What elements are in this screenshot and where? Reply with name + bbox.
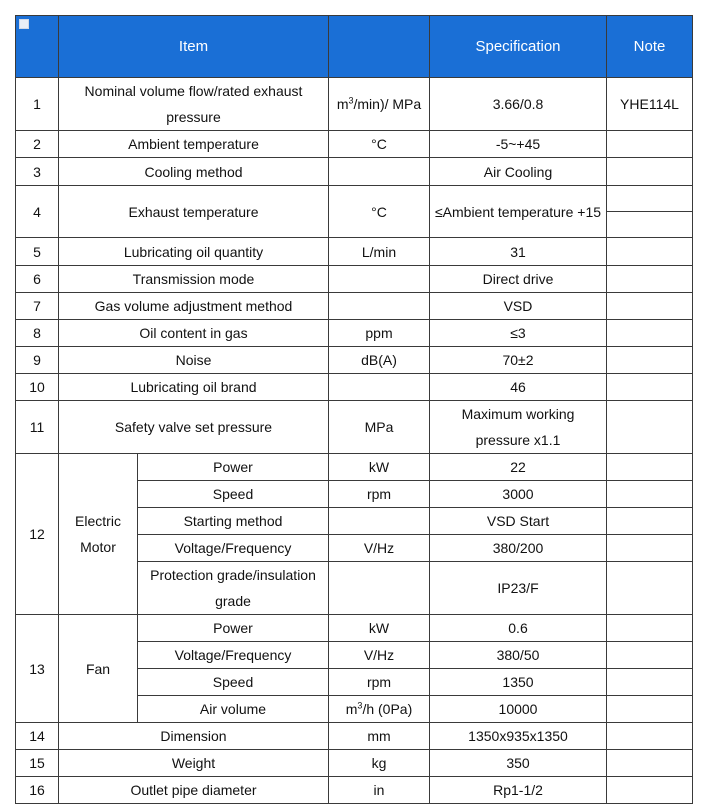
row-number: 14 [16, 723, 59, 750]
note-cell [607, 508, 693, 535]
item-cell: Voltage/Frequency [138, 535, 329, 562]
header-row [16, 16, 693, 78]
note-cell [607, 615, 693, 642]
unit-cell: L/min [329, 238, 430, 266]
header-specification: Specification [430, 16, 607, 78]
note-cell [607, 696, 693, 723]
unit-cell: mm [329, 723, 430, 750]
spec-cell: VSD Start [430, 508, 607, 535]
item-cell: Speed [138, 481, 329, 508]
row-number: 8 [16, 320, 59, 347]
item-cell: Lubricating oil quantity [59, 238, 329, 266]
header-corner [16, 16, 59, 78]
note-cell [607, 238, 693, 266]
item-cell: Air volume [138, 696, 329, 723]
spec-table [15, 15, 693, 804]
spec-cell: 22 [430, 454, 607, 481]
row-number: 6 [16, 266, 59, 293]
item-cell: Transmission mode [59, 266, 329, 293]
unit-rest: /min)/ MPa [353, 96, 422, 112]
item-cell: Ambient temperature [59, 131, 329, 158]
spec-cell: 46 [430, 374, 607, 401]
unit-cell [329, 266, 430, 293]
table-row [16, 238, 693, 266]
note-cell [607, 535, 693, 562]
item-cell: Power [138, 454, 329, 481]
spec-cell: Air Cooling [430, 158, 607, 186]
table-row [16, 78, 693, 131]
item-cell: Outlet pipe diameter [59, 777, 329, 804]
unit-cell: in [329, 777, 430, 804]
unit-cell: dB(A) [329, 347, 430, 374]
note-cell [607, 723, 693, 750]
item-cell: Exhaust temperature [59, 186, 329, 238]
table-row [16, 186, 693, 212]
spec-cell: 31 [430, 238, 607, 266]
table-row [16, 777, 693, 804]
item-cell: Lubricating oil brand [59, 374, 329, 401]
spec-cell: 10000 [430, 696, 607, 723]
note-cell [607, 401, 693, 454]
table-row [16, 158, 693, 186]
row-number: 2 [16, 131, 59, 158]
note-cell [607, 320, 693, 347]
table-row [16, 615, 693, 642]
unit-cell: MPa [329, 401, 430, 454]
row-number: 16 [16, 777, 59, 804]
note-cell [607, 374, 693, 401]
table-row [16, 320, 693, 347]
note-cell [607, 777, 693, 804]
header-item: Item [59, 16, 329, 78]
group-label: Electric Motor [59, 454, 138, 615]
unit-superscript: 3 [348, 95, 354, 106]
unit-cell [329, 293, 430, 320]
spec-cell: -5~+45 [430, 131, 607, 158]
unit-superscript: 3 [357, 700, 363, 711]
item-cell: Noise [59, 347, 329, 374]
item-cell: Voltage/Frequency [138, 642, 329, 669]
unit-cell: ppm [329, 320, 430, 347]
table-row [16, 347, 693, 374]
table-row [16, 723, 693, 750]
row-number: 3 [16, 158, 59, 186]
unit-cell: kW [329, 615, 430, 642]
note-cell [607, 454, 693, 481]
table-handle-icon [19, 19, 29, 29]
item-cell: Safety valve set pressure [59, 401, 329, 454]
row-number: 13 [16, 615, 59, 723]
table-row [16, 131, 693, 158]
item-cell: Power [138, 615, 329, 642]
item-cell: Protection grade/insulation grade [138, 562, 329, 615]
unit-cell [329, 562, 430, 615]
table-row [16, 454, 693, 481]
item-cell: Oil content in gas [59, 320, 329, 347]
row-number: 1 [16, 78, 59, 131]
note-cell [607, 481, 693, 508]
row-number: 7 [16, 293, 59, 320]
note-cell [607, 669, 693, 696]
row-number: 10 [16, 374, 59, 401]
item-cell: Speed [138, 669, 329, 696]
unit-main: m [336, 96, 349, 112]
unit-cell: °C [329, 186, 430, 238]
spec-cell: 70±2 [430, 347, 607, 374]
header-note: Note [607, 16, 693, 78]
spec-cell: 350 [430, 750, 607, 777]
unit-rest: /h (0Pa) [362, 701, 413, 717]
unit-cell: rpm [329, 669, 430, 696]
item-cell: Gas volume adjustment method [59, 293, 329, 320]
item-cell: Dimension [59, 723, 329, 750]
spec-cell: Maximum working pressure x1.1 [430, 401, 607, 454]
table-row [16, 266, 693, 293]
spec-cell: Direct drive [430, 266, 607, 293]
spec-cell: IP23/F [430, 562, 607, 615]
row-number: 11 [16, 401, 59, 454]
note-cell [607, 158, 693, 186]
row-number: 5 [16, 238, 59, 266]
unit-cell: kg [329, 750, 430, 777]
header-unit [329, 16, 430, 78]
unit-cell [329, 158, 430, 186]
row-number: 12 [16, 454, 59, 615]
table-row [16, 293, 693, 320]
unit-main: m [345, 701, 358, 717]
spec-cell: Rp1-1/2 [430, 777, 607, 804]
unit-cell: V/Hz [329, 535, 430, 562]
table-row [16, 750, 693, 777]
table-row [16, 401, 693, 454]
item-cell: Starting method [138, 508, 329, 535]
note-cell [607, 186, 693, 212]
spec-cell: 3.66/0.8 [430, 78, 607, 131]
unit-cell [329, 508, 430, 535]
item-cell: Cooling method [59, 158, 329, 186]
row-number: 15 [16, 750, 59, 777]
spec-cell: ≤3 [430, 320, 607, 347]
note-cell [607, 131, 693, 158]
spec-cell: 0.6 [430, 615, 607, 642]
row-number: 9 [16, 347, 59, 374]
note-cell [607, 642, 693, 669]
note-cell [607, 212, 693, 238]
note-cell: YHE114L [607, 78, 693, 131]
spec-cell: VSD [430, 293, 607, 320]
spec-cell: 3000 [430, 481, 607, 508]
unit-cell: °C [329, 131, 430, 158]
note-cell [607, 562, 693, 615]
note-cell [607, 266, 693, 293]
table-row [16, 374, 693, 401]
spec-cell: 1350 [430, 669, 607, 696]
spec-cell: ≤Ambient temperature +15 [430, 186, 607, 238]
unit-cell [329, 78, 430, 131]
note-cell [607, 347, 693, 374]
unit-cell: kW [329, 454, 430, 481]
note-cell [607, 750, 693, 777]
spec-cell: 1350x935x1350 [430, 723, 607, 750]
unit-cell [329, 374, 430, 401]
row-number: 4 [16, 186, 59, 238]
item-cell: Weight [59, 750, 329, 777]
group-label: Fan [59, 615, 138, 723]
spec-cell: 380/50 [430, 642, 607, 669]
note-cell [607, 293, 693, 320]
unit-cell [329, 696, 430, 723]
unit-cell: V/Hz [329, 642, 430, 669]
unit-cell: rpm [329, 481, 430, 508]
item-cell: Nominal volume flow/rated exhaust pressure [59, 78, 329, 131]
spec-cell: 380/200 [430, 535, 607, 562]
